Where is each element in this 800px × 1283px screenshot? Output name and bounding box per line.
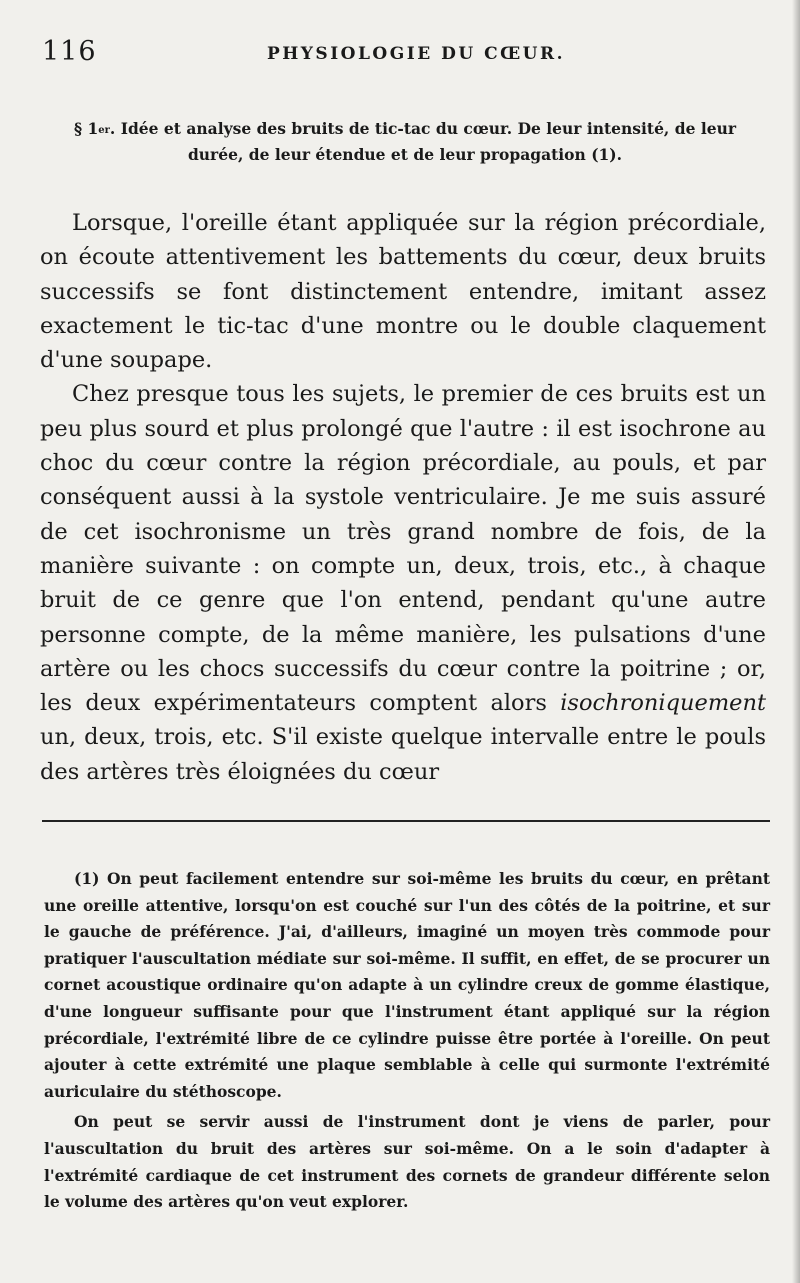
paragraph-2-text: Chez presque tous les sujets, le premier de ces bruits est un peu plus sourd et plus prolongé que l'autre : il est isochrone au choc du cœur contre la région précordiale, au pouls, et par conséquent aussi à la systole ventriculaire. Je me suis assuré de cet isochronisme un très grand nombre de fois, de la manière suivante : on compte un, deux, trois, etc., à chaque bruit de ce genre que l'on entend, pendant qu'une autre personne compte, de la même manière, les pulsations d'une artère ou les chocs successifs du cœur contre la poitrine ; or, les deux expérimentateurs comptent alors xyxy=(40,381,766,717)
page-number: 116 xyxy=(42,36,97,67)
emphasis-isochroniquement: isochroniquement xyxy=(560,690,766,717)
page-edge-shadow xyxy=(792,0,800,1283)
section-marker: § 1 xyxy=(73,119,99,138)
section-marker-superscript: er xyxy=(98,125,110,136)
section-title: . Idée et analyse des bruits de tic-tac du cœur. De leur intensité, de leur durée, de leur étendue et de leur propagation (1). xyxy=(109,119,737,164)
footnote-1-continuation: On peut se servir aussi de l'instrument dont je viens de parler, pour l'auscultation du bruit des artères sur soi-même. On a le soin d'adapter à l'extrémité cardiaque de cet instrument des cornets de grandeur différente selon le volume des artères qu'on veut explorer. xyxy=(44,1112,770,1212)
paragraph-2-text-end: un, deux, trois, etc. S'il existe quelque intervalle entre le pouls des artères très éloignées du cœur xyxy=(40,724,766,785)
running-head xyxy=(42,36,760,70)
section-heading xyxy=(54,116,756,168)
running-title: PHYSIOLOGIE DU CŒUR. xyxy=(266,44,566,64)
paragraph-1: Lorsque, l'oreille étant appliquée sur la région précordiale, on écoute attentivement les battements du cœur, deux bruits successifs se font distinctement entendre, imitant assez exactement le tic-tac d'une montre ou le double claquement d'une soupape. xyxy=(40,210,766,374)
footnote-1: (1) On peut facilement entendre sur soi-même les bruits du cœur, en prêtant une oreille attentive, lorsqu'on est couché sur l'un des côtés de la poitrine, et sur le gauche de préférence. J'ai, d'ailleurs, imaginé un moyen très commode pour pratiquer l'auscultation médiate sur soi-même. Il suffit, en effet, de se procurer un cornet acoustique ordinaire qu'on adapte à un cylindre creux de gomme élastique, d'une longueur suffisante pour que l'instrument étant appliqué sur la région précordiale, l'extrémité libre de ce cylindre puisse être portée à l'oreille. On peut ajouter à cette extrémité une plaque semblable à celle qui surmonte l'extrémité auriculaire du stéthoscope. xyxy=(44,869,770,1101)
footnotes xyxy=(44,866,770,1216)
footnote-rule xyxy=(42,820,770,822)
body-text xyxy=(40,206,766,789)
paragraph-2 xyxy=(40,377,766,789)
